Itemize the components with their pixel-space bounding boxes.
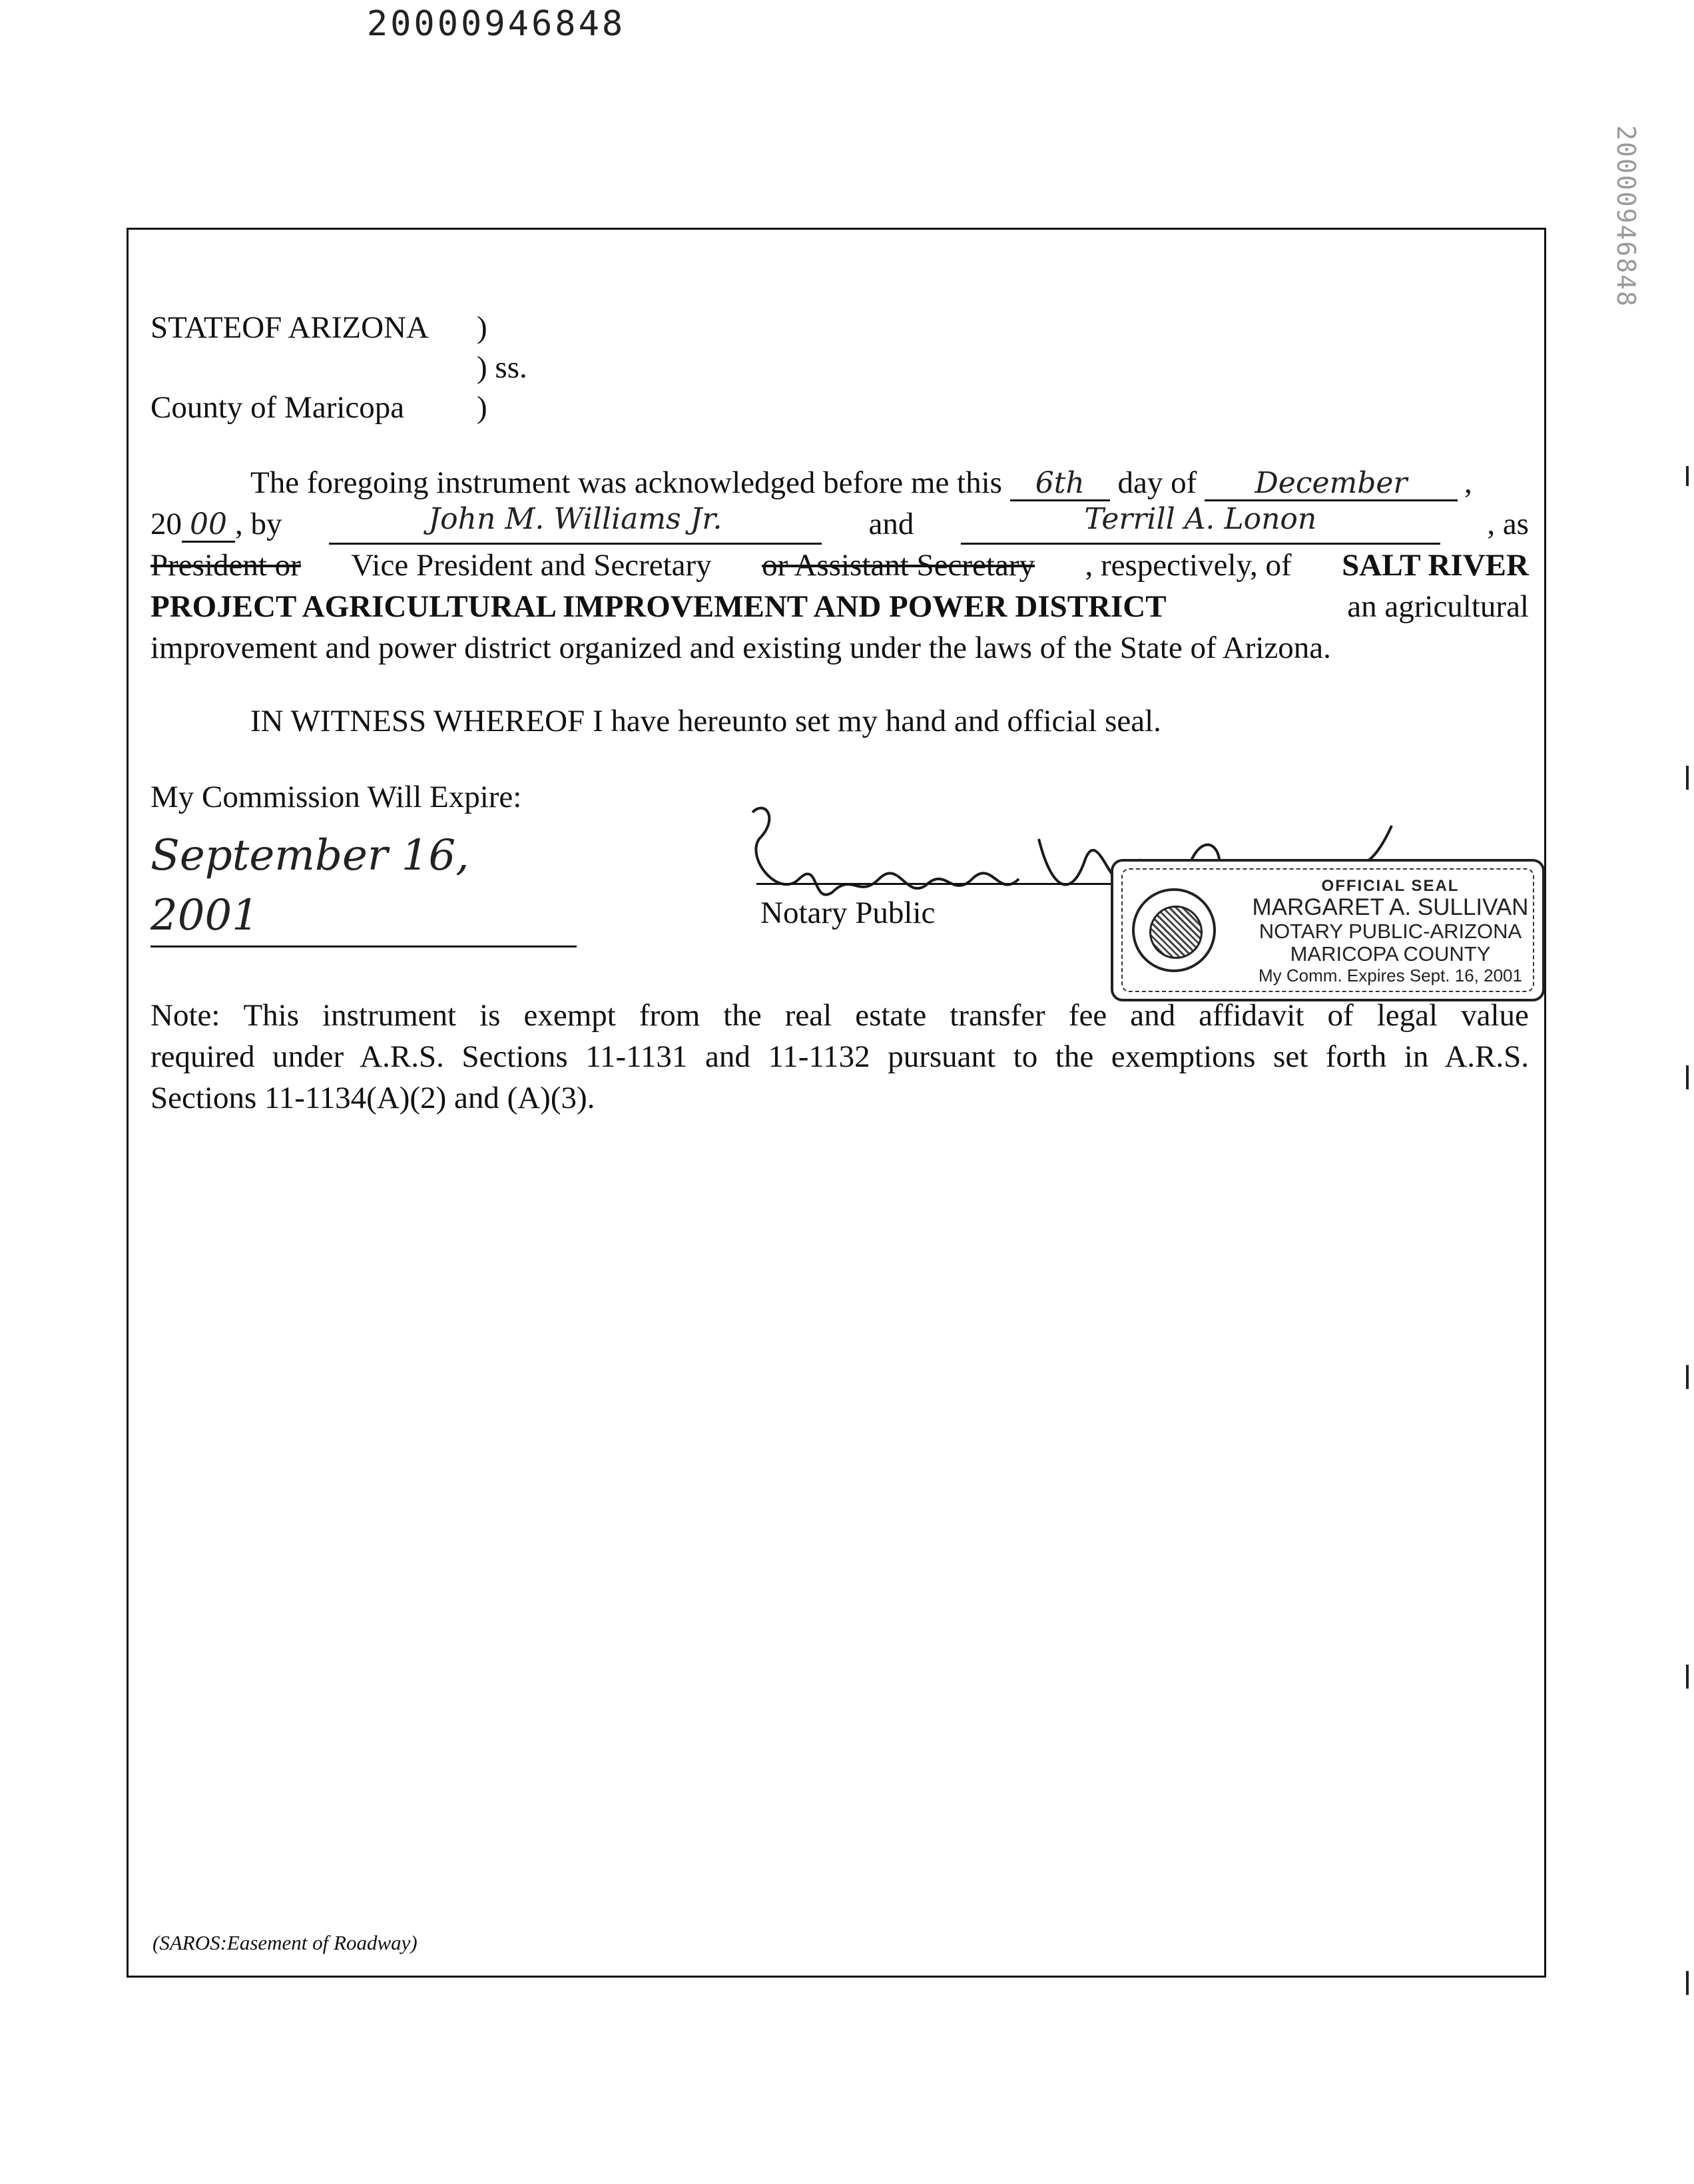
seal-heading: OFFICIAL SEAL <box>1321 877 1460 895</box>
note-line-2: required under A.R.S. Sections 11-1131 and 11-1132 pursuant to the exemptions set forth in A.R.S. <box>150 1039 1529 1074</box>
ack-tail1: an agricultural <box>1347 589 1529 624</box>
recording-number-header: 20000946848 <box>366 4 626 44</box>
ack-entity-part2: PROJECT AGRICULTURAL IMPROVEMENT AND POWER DISTRICT <box>150 589 1167 624</box>
margin-mark <box>1686 1971 1689 1995</box>
ack-comma: , <box>1464 465 1472 500</box>
ack-and-text: and <box>868 507 914 541</box>
note-word: exempt <box>523 998 616 1033</box>
official-seal-stamp <box>1111 859 1545 1001</box>
seal-text-block <box>1244 878 1537 985</box>
venue-state-line <box>150 308 487 348</box>
ack-respectively: , respectively, of <box>1085 548 1292 583</box>
ack-struck-president: President or <box>150 548 301 583</box>
note-line-3: Sections 11-1134(A)(2) and (A)(3). <box>150 1081 595 1115</box>
note-word: legal <box>1376 998 1438 1033</box>
ack-entity-part1: SALT RIVER <box>1342 548 1529 583</box>
ack-day-handwritten: 6th <box>1010 467 1110 501</box>
commission-date-handwritten: September 16, 2001 <box>150 826 577 948</box>
note-paragraph <box>150 995 1529 1119</box>
ack-year-prefix: 20 <box>150 507 182 541</box>
note-word: affidavit <box>1199 998 1304 1033</box>
seal-emblem-icon <box>1132 888 1216 972</box>
note-word: Note: <box>150 998 220 1033</box>
venue-ss: ) ss. <box>477 350 527 385</box>
note-word: and <box>1130 998 1176 1033</box>
ack-line-4 <box>150 586 1529 627</box>
witness-line: IN WITNESS WHEREOF I have hereunto set my hand and official seal. <box>250 704 1161 738</box>
commission-label: My Commission Will Expire: <box>150 780 522 814</box>
acknowledgment-paragraph <box>150 462 1529 669</box>
venue-county-line <box>150 388 487 428</box>
ack-intro-text: The foregoing instrument was acknowledged before me this <box>250 465 1002 500</box>
ack-line-3 <box>150 545 1529 586</box>
notary-label: Notary Public <box>760 896 936 930</box>
ack-year-group <box>150 503 282 545</box>
note-word: real <box>784 998 832 1033</box>
note-word: from <box>639 998 701 1033</box>
venue-county-paren: ) <box>477 390 487 425</box>
note-word: of <box>1327 998 1354 1033</box>
ack-day-of-text: day of <box>1117 465 1197 500</box>
footer-reference: (SAROS:Easement of Roadway) <box>152 1931 418 1954</box>
margin-mark <box>1686 1665 1689 1689</box>
ack-titles: Vice President and Secretary <box>351 548 712 583</box>
ack-struck-assistant: or Assistant Secretary <box>762 548 1035 583</box>
venue-state: STATEOF ARIZONA <box>150 310 429 345</box>
seal-expires: My Comm. Expires Sept. 16, 2001 <box>1259 965 1522 985</box>
ack-line-1 <box>150 462 1529 503</box>
ack-as-text: , as <box>1487 507 1529 541</box>
seal-name: MARGARET A. SULLIVAN <box>1252 894 1529 920</box>
note-line-1 <box>150 995 1529 1036</box>
note-word: the <box>723 998 762 1033</box>
note-word: This <box>243 998 300 1033</box>
venue-state-paren: ) <box>477 310 487 345</box>
seal-county: MARICOPA COUNTY <box>1290 942 1491 965</box>
note-word: is <box>479 998 501 1033</box>
seal-title: NOTARY PUBLIC-ARIZONA <box>1259 920 1522 943</box>
ack-by-text: , by <box>235 507 282 541</box>
note-word: transfer <box>950 998 1045 1033</box>
venue-county: County of Maricopa <box>150 390 405 425</box>
ack-month-handwritten: December <box>1205 467 1458 501</box>
note-word: instrument <box>322 998 457 1033</box>
ack-officer1-handwritten: John M. Williams Jr. <box>329 503 822 545</box>
ack-officer2-handwritten: Terrill A. Lonon <box>961 503 1440 545</box>
note-word: estate <box>855 998 927 1033</box>
note-word: value <box>1461 998 1529 1033</box>
ack-year-handwritten: 00 <box>182 509 235 543</box>
note-word: fee <box>1068 998 1107 1033</box>
ack-line-2 <box>150 503 1529 545</box>
recording-number-side-stamp <box>1606 107 1646 326</box>
margin-mark <box>1686 766 1689 790</box>
margin-mark <box>1686 1065 1689 1089</box>
ack-line-5: improvement and power district organized and existing under the laws of the State of Arizona. <box>150 631 1331 665</box>
margin-mark <box>1686 466 1689 486</box>
recording-number-side-text: 20000946848 <box>1611 125 1641 308</box>
margin-mark <box>1686 1365 1689 1389</box>
